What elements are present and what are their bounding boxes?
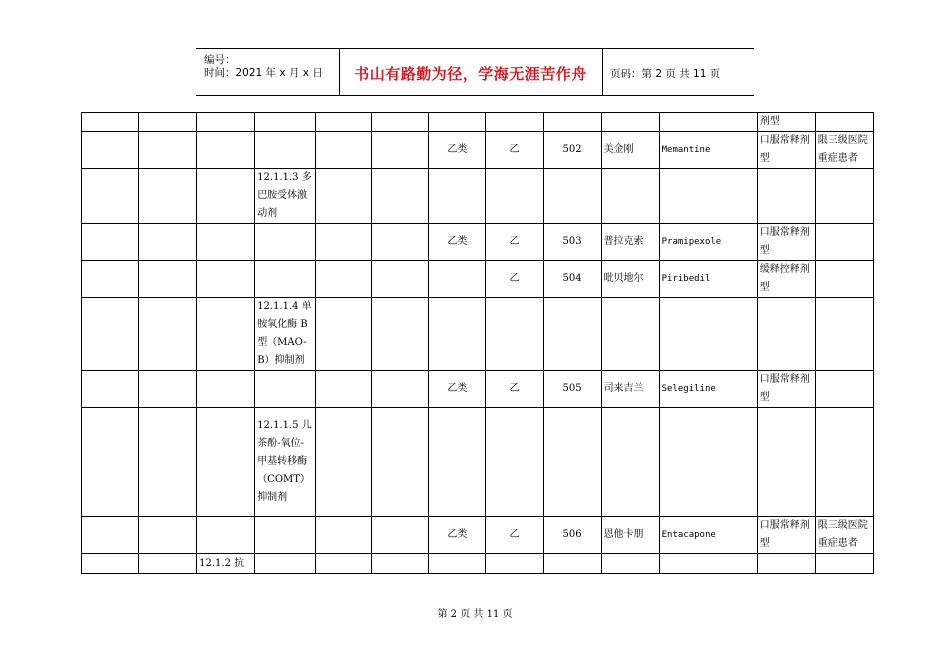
table-cell — [316, 261, 372, 298]
table-row — [82, 169, 874, 224]
table-cell — [197, 113, 255, 132]
page-footer: 第 2 页 共 11 页 — [437, 609, 513, 620]
remark-cell: 限三级医院重症患者 — [815, 132, 873, 169]
drug-name-cn-cell: 美金刚 — [601, 132, 659, 169]
dosage-form-cell: 口服常释剂型 — [757, 517, 815, 554]
table-cell — [372, 408, 429, 517]
drug-type-cell — [429, 298, 486, 371]
drug-number-cell — [543, 169, 601, 224]
category-class-cell: 乙 — [486, 371, 543, 408]
code-label: 编号： — [204, 54, 236, 66]
dosage-form-cell: 口服常释剂型 — [757, 371, 815, 408]
drug-number-cell: 504 — [543, 261, 601, 298]
drug-type-cell — [429, 261, 486, 298]
drug-number-cell — [543, 113, 601, 132]
remark-cell — [815, 261, 873, 298]
table-row — [82, 408, 874, 517]
category-cell — [255, 113, 316, 132]
drug-name-en-cell: Selegiline — [659, 371, 757, 408]
table-cell — [372, 132, 429, 169]
table-cell — [197, 408, 255, 517]
header-bottom-rule — [196, 95, 754, 96]
table-cell — [82, 169, 139, 224]
table-cell — [815, 554, 873, 574]
table-cell — [139, 554, 197, 574]
table-row — [82, 554, 874, 574]
table-row — [82, 224, 874, 261]
table-cell — [316, 169, 372, 224]
table-cell — [316, 132, 372, 169]
page-header — [196, 48, 754, 96]
table-cell — [543, 554, 601, 574]
category-class-cell: 乙 — [486, 261, 543, 298]
table-cell — [372, 113, 429, 132]
category-cell: 12.1.2 抗 — [197, 554, 255, 574]
drug-number-cell: 503 — [543, 224, 601, 261]
table-cell — [82, 113, 139, 132]
dosage-form-cell: 口服常释剂型 — [757, 224, 815, 261]
category-cell — [255, 517, 316, 554]
motto: 书山有路勤为径，学海无涯苦作舟 — [354, 65, 587, 83]
remark-cell — [815, 408, 873, 517]
category-class-cell: 乙 — [486, 132, 543, 169]
table-cell — [372, 371, 429, 408]
category-class-cell: 乙 — [486, 224, 543, 261]
table-cell — [139, 408, 197, 517]
table-cell — [139, 113, 197, 132]
category-class-cell — [486, 298, 543, 371]
table-cell — [486, 554, 543, 574]
category-cell — [255, 261, 316, 298]
remark-cell — [815, 113, 873, 132]
drug-name-en-cell: Piribedil — [659, 261, 757, 298]
dosage-form-cell: 口服常释剂型 — [757, 132, 815, 169]
table-row — [82, 113, 874, 132]
category-class-cell: 乙 — [486, 517, 543, 554]
category-class-cell — [486, 113, 543, 132]
drug-name-en-cell: Memantine — [659, 132, 757, 169]
drug-name-en-cell — [659, 298, 757, 371]
table-row — [82, 298, 874, 371]
table-cell — [372, 554, 429, 574]
dosage-form-cell: 剂型 — [757, 113, 815, 132]
drug-name-cn-cell: 普拉克索 — [601, 224, 659, 261]
drug-name-cn-cell — [601, 113, 659, 132]
table-row — [82, 371, 874, 408]
table-cell — [316, 224, 372, 261]
remark-cell — [815, 169, 873, 224]
table-cell — [82, 261, 139, 298]
table-cell — [197, 132, 255, 169]
table-cell — [197, 517, 255, 554]
page-info: 页码：第 2 页 共 11 页 — [610, 68, 721, 80]
drug-type-cell: 乙类 — [429, 132, 486, 169]
drug-name-en-cell — [659, 113, 757, 132]
dosage-form-cell — [757, 169, 815, 224]
table-cell — [139, 517, 197, 554]
dosage-form-cell: 缓释控释剂型 — [757, 261, 815, 298]
table-cell — [757, 554, 815, 574]
table-cell — [82, 408, 139, 517]
category-cell: 12.1.1.4 单胺氧化酶 B 型（MAO-B）抑制剂 — [255, 298, 316, 371]
drug-type-cell: 乙类 — [429, 517, 486, 554]
table-row — [82, 517, 874, 554]
table-cell — [139, 261, 197, 298]
table-cell — [316, 408, 372, 517]
table-cell — [82, 132, 139, 169]
category-cell: 12.1.1.3 多巴胺受体激动剂 — [255, 169, 316, 224]
drug-table — [81, 112, 874, 574]
table-cell — [372, 224, 429, 261]
drug-name-cn-cell: 司来吉兰 — [601, 371, 659, 408]
remark-cell — [815, 298, 873, 371]
header-top-rule — [196, 48, 754, 49]
drug-type-cell — [429, 113, 486, 132]
drug-number-cell: 505 — [543, 371, 601, 408]
table-cell — [82, 224, 139, 261]
table-cell — [197, 224, 255, 261]
table-cell — [139, 298, 197, 371]
remark-cell — [815, 371, 873, 408]
table-cell — [372, 517, 429, 554]
date-label: 时间：2021 年 x 月 x 日 — [204, 67, 323, 79]
drug-name-en-cell: Pramipexole — [659, 224, 757, 261]
table-cell — [197, 298, 255, 371]
table-cell — [659, 554, 757, 574]
table-cell — [372, 298, 429, 371]
table-cell — [372, 261, 429, 298]
table-cell — [139, 132, 197, 169]
table-cell — [316, 371, 372, 408]
header-divider — [602, 48, 603, 96]
table-cell — [82, 371, 139, 408]
table-cell — [139, 169, 197, 224]
category-cell: 12.1.1.5 儿茶酚-氧位-甲基转移酶（COMT）抑制剂 — [255, 408, 316, 517]
drug-name-en-cell: Entacapone — [659, 517, 757, 554]
table-cell — [601, 554, 659, 574]
table-cell — [197, 371, 255, 408]
table-cell — [429, 554, 486, 574]
table-cell — [82, 298, 139, 371]
table-cell — [139, 224, 197, 261]
drug-name-cn-cell — [601, 408, 659, 517]
table-cell — [139, 371, 197, 408]
table-cell — [82, 554, 139, 574]
drug-type-cell — [429, 169, 486, 224]
table-cell — [372, 169, 429, 224]
category-cell — [255, 132, 316, 169]
table-cell — [316, 517, 372, 554]
table-cell — [82, 517, 139, 554]
table-cell — [316, 554, 372, 574]
drug-type-cell: 乙类 — [429, 371, 486, 408]
remark-cell — [815, 224, 873, 261]
remark-cell: 限三级医院重症患者 — [815, 517, 873, 554]
drug-name-en-cell — [659, 408, 757, 517]
drug-name-en-cell — [659, 169, 757, 224]
table-row — [82, 261, 874, 298]
table-row — [82, 132, 874, 169]
category-class-cell — [486, 169, 543, 224]
drug-name-cn-cell: 恩他卡朋 — [601, 517, 659, 554]
category-class-cell — [486, 408, 543, 517]
dosage-form-cell — [757, 298, 815, 371]
table-cell — [316, 113, 372, 132]
category-cell — [255, 371, 316, 408]
table-cell — [197, 261, 255, 298]
drug-name-cn-cell: 吡贝地尔 — [601, 261, 659, 298]
drug-number-cell — [543, 408, 601, 517]
category-cell — [255, 224, 316, 261]
drug-number-cell: 502 — [543, 132, 601, 169]
table-cell — [316, 298, 372, 371]
dosage-form-cell — [757, 408, 815, 517]
table-cell — [197, 169, 255, 224]
table-cell — [255, 554, 316, 574]
drug-type-cell: 乙类 — [429, 224, 486, 261]
drug-name-cn-cell — [601, 298, 659, 371]
drug-type-cell — [429, 408, 486, 517]
drug-number-cell: 506 — [543, 517, 601, 554]
drug-number-cell — [543, 298, 601, 371]
drug-name-cn-cell — [601, 169, 659, 224]
